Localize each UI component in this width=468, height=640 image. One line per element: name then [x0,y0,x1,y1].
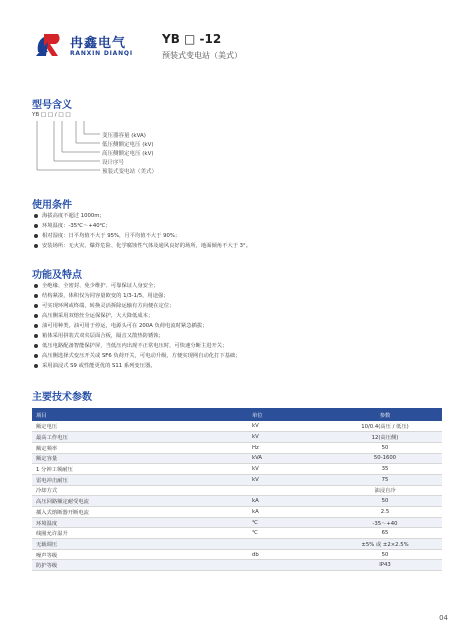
table-cell-item: 环境温度 [32,517,248,528]
table-row [32,549,442,560]
model-code-diagram [32,112,332,192]
table-row [32,432,442,443]
table-cell-unit [248,539,324,550]
list-item: 低压电路配备智能保护屏，当低压内出现不正常电压时，可快速分断主进开关； [34,341,444,351]
table-row [32,485,442,496]
table-cell-unit [248,485,324,496]
table-cell-unit: ℃ [248,528,324,539]
model-label-design-no: 设计序号 [102,160,125,166]
model-label-lv-voltage: 低压侧额定电压 (kV) [102,142,154,148]
list-item: 采用油浸式 S9 或性能更优的 S11 系列变压器。 [34,361,444,371]
list-item: 相对湿度：日平均值不大于 95%，月平均值不大于 90%； [34,231,444,241]
table-cell-unit: db [248,549,324,560]
model-label-type: 预装式变电站（美式） [102,169,158,175]
table-cell-item: 最高工作电压 [32,432,248,443]
column-header-unit: 单位 [248,408,324,421]
table-cell-unit: ℃ [248,517,324,528]
table-row [32,421,442,432]
list-item: 环境温度：-35℃～+40℃； [34,221,444,231]
params-table-body [32,421,442,571]
table-row [32,560,442,571]
table-cell-item: 冷却方式 [32,485,248,496]
table-row [32,474,442,485]
section-title-features: 功能及特点 [32,270,82,281]
table-row [32,453,442,464]
table-cell-item: 额定频率 [32,442,248,453]
table-cell-unit: kV [248,464,324,475]
conditions-list [34,211,444,251]
table-cell-value: 50 [324,496,442,507]
list-item: 高压侧采用双熔丝全运保保护，大大降低成本； [34,311,444,321]
table-cell-value: 10/0.4(高压 / 低压) [324,421,442,432]
table-cell-value: 75 [324,474,442,485]
table-header-row [32,408,442,421]
section-title-params: 主要技术参数 [32,392,92,403]
list-item: 海拔高度不超过 1000m； [34,211,444,221]
table-cell-unit: kVA [248,453,324,464]
table-cell-value: 50 [324,442,442,453]
table-row [32,539,442,550]
list-item: 可实现环网或终端，转换灵活拆除运输有方向便在定位； [34,301,444,311]
table-cell-item: 额定电压 [32,421,248,432]
table-cell-unit [248,560,324,571]
column-header-value: 参数 [324,408,442,421]
list-item: 全绝缘、全密封、免少维护、可靠保证人身安全； [34,281,444,291]
list-item: 高压侧选择式变压开关或 SF6 负荷开关，可电动升级，方便实现网自动化打下基础； [34,351,444,361]
list-item: 结构紧凑，体积仅为同容量欧变的 1/3-1/5，用途强； [34,291,444,301]
table-cell-unit: kV [248,432,324,443]
table-cell-item: 雷电冲击耐压 [32,474,248,485]
table-row [32,517,442,528]
features-list [34,281,444,371]
model-label-capacity: 变压器容量 (kVA) [102,133,146,139]
table-row [32,464,442,475]
table-row [32,507,442,518]
column-header-item: 项目 [32,408,248,421]
table-cell-unit: kA [248,507,324,518]
table-cell-unit: kV [248,421,324,432]
brand-name-en: RANXIN DIANQI [70,50,133,57]
table-cell-item: 插入式熔断器开断电流 [32,507,248,518]
model-code-template: YB □ □ / □ □ [32,112,71,118]
section-title-conditions: 使用条件 [32,200,72,211]
table-cell-value: 12(高压侧) [324,432,442,443]
table-cell-unit: kV [248,474,324,485]
page-header [28,26,448,76]
table-cell-item: 防护等级 [32,560,248,571]
table-cell-unit: kA [248,496,324,507]
page-number: 04 [439,614,448,622]
table-cell-item: 高压回路额定耐受电流 [32,496,248,507]
table-cell-item: 额定容量 [32,453,248,464]
table-row [32,442,442,453]
table-cell-item: 无载调压 [32,539,248,550]
list-item: 箱体采用拼装式双夹层面合板，隔音又散热防锈蚀； [34,331,444,341]
table-cell-value: 油浸自冷 [324,485,442,496]
table-row [32,528,442,539]
list-item: 油可用种类，油可用于停运，电源头可在 200A 负荷电流时紧急插拔； [34,321,444,331]
company-logo-icon [34,30,64,60]
table-cell-value: 35 [324,464,442,475]
table-cell-unit: Hz [248,442,324,453]
product-model-code: YB □ -12 [162,32,222,46]
model-label-hv-voltage: 高压侧额定电压 (kV) [102,151,154,157]
table-cell-value: 2.5 [324,507,442,518]
list-item: 安装场所：无火灾、爆炸危险、化学腐蚀性气体及通风良好的场所，地面倾角不大于 3°。 [34,241,444,251]
brand-name-cn: 冉鑫电气 [70,36,127,51]
section-title-model-meaning: 型号含义 [32,100,72,111]
table-cell-value: 65 [324,528,442,539]
params-table [32,408,442,571]
table-cell-value: IP43 [324,560,442,571]
table-cell-value: ±5% 或 ±2×2.5% [324,539,442,550]
table-row [32,496,442,507]
table-cell-value: -35～+40 [324,517,442,528]
table-cell-value: 50 [324,549,442,560]
table-cell-value: 50-1600 [324,453,442,464]
table-cell-item: 噪声等级 [32,549,248,560]
table-cell-item: 1 分钟工频耐压 [32,464,248,475]
model-code-leader-lines [32,112,112,192]
table-cell-item: 线圈允许温升 [32,528,248,539]
product-subtitle: 预装式变电站（美式） [162,51,242,60]
